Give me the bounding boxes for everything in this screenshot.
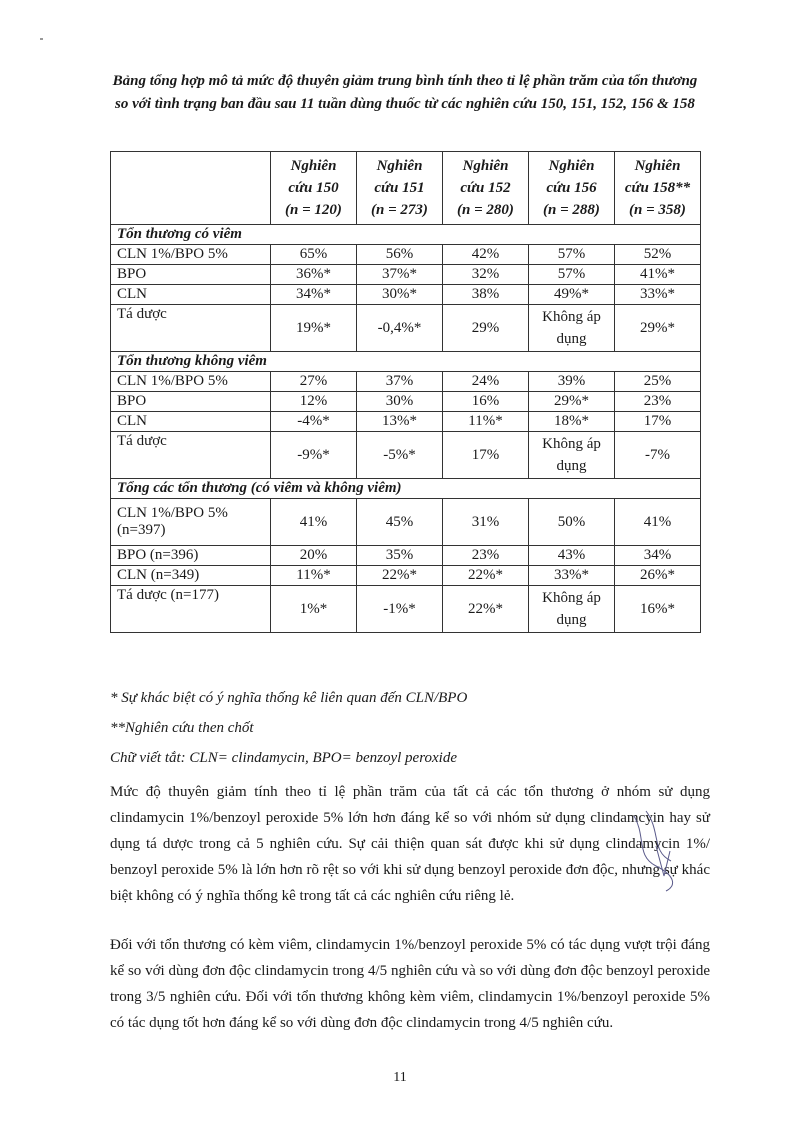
value-cell: 50%: [529, 499, 615, 546]
header-line: Nghiên: [462, 158, 509, 174]
section-title: Tổn thương có viêm: [111, 225, 701, 245]
row-label: [111, 372, 271, 392]
table-row: [111, 285, 701, 305]
value-cell: 52%: [615, 245, 701, 265]
value-cell: 29%: [443, 305, 529, 352]
value-cell: Không áp dụng: [529, 586, 615, 633]
note-abbreviations: Chữ viết tắt: CLN= clindamycin, BPO= benzoyl peroxide: [110, 750, 457, 766]
header-line: (n = 273): [371, 202, 428, 218]
value-cell: 57%: [529, 265, 615, 285]
value-cell: 23%: [615, 392, 701, 412]
table-row: [111, 566, 701, 586]
header-line: Nghiên: [376, 158, 423, 174]
value-cell: 41%: [271, 499, 357, 546]
value-cell: -9%*: [271, 432, 357, 479]
value-cell: 57%: [529, 245, 615, 265]
value-cell: 17%: [443, 432, 529, 479]
signature-mark: [626, 806, 686, 896]
header-row: [111, 152, 701, 225]
row-label-line: BPO (n=396): [117, 547, 199, 563]
header-line: cứu 156: [546, 180, 597, 196]
value-cell: 41%: [615, 499, 701, 546]
row-label-line: (n=397): [117, 522, 166, 538]
value-cell: 13%*: [357, 412, 443, 432]
table-caption: Bảng tổng hợp mô tả mức độ thuyên giảm trung bình tính theo tỉ lệ phần trăm của tổn thương so với tình trạng ban đầu sau 11 tuần dùng thuốc từ các nghiên cứu 150, 151, 152, 156 & 158: [112, 73, 698, 112]
row-label: [111, 245, 271, 265]
value-cell: 11%*: [271, 566, 357, 586]
value-cell: 23%: [443, 546, 529, 566]
header-line: Nghiên: [634, 158, 681, 174]
value-cell: 38%: [443, 285, 529, 305]
section-row: [111, 225, 701, 245]
value-cell: 16%*: [615, 586, 701, 633]
header-cell-study: [271, 152, 357, 225]
value-cell: 17%: [615, 412, 701, 432]
row-label-line: CLN 1%/BPO 5%: [117, 373, 228, 389]
table-row: [111, 586, 701, 633]
value-cell: 12%: [271, 392, 357, 412]
section-title: Tổn thương không viêm: [111, 352, 701, 372]
row-label-line: Tá dược: [117, 306, 167, 322]
value-cell: 27%: [271, 372, 357, 392]
value-cell: 65%: [271, 245, 357, 265]
value-cell: 1%*: [271, 586, 357, 633]
value-cell: Không áp dụng: [529, 432, 615, 479]
table-notes: [110, 688, 710, 778]
header-cell-study: [443, 152, 529, 225]
header-cell-study: [357, 152, 443, 225]
value-cell: 32%: [443, 265, 529, 285]
paragraph-inflammatory: Đối với tổn thương có kèm viêm, clindamycin 1%/benzoyl peroxide 5% có tác dụng vượt trội đáng kể so với dùng đơn độc clindamycin trong 4/5 nghiên cứu và so với dùng đơn độc benzoyl peroxide trong 3/5 nghiên cứu. Đối với tổn thương không kèm viêm, clindamycin 1%/benzoyl peroxide 5% có tác dụng tốt hơn đáng kể so với dùng đơn độc clindamycin trong 4/5 nghiên cứu.: [110, 937, 710, 1031]
value-cell: 18%*: [529, 412, 615, 432]
value-cell: 33%*: [615, 285, 701, 305]
row-label: [111, 499, 271, 546]
value-cell: 41%*: [615, 265, 701, 285]
note-pivotal: **Nghiên cứu then chốt: [110, 720, 254, 736]
scan-speck: [40, 38, 43, 40]
header-cell-study: [529, 152, 615, 225]
row-label-line: BPO: [117, 266, 147, 282]
table-row: [111, 265, 701, 285]
table-row: [111, 245, 701, 265]
row-label-line: CLN: [117, 286, 147, 302]
table-row: [111, 305, 701, 352]
row-label-line: Tá dược (n=177): [117, 587, 219, 603]
value-cell: 24%: [443, 372, 529, 392]
value-cell: 37%*: [357, 265, 443, 285]
value-cell: 26%*: [615, 566, 701, 586]
value-cell: 22%*: [443, 586, 529, 633]
paragraph-summary: Mức độ thuyên giảm tính theo tỉ lệ phần trăm của tất cả các tổn thương ở nhóm sử dụng clindamycin 1%/benzoyl peroxide 5% lớn hơn đáng kể so với nhóm sử dụng clindamcyin hay sử dụng tá dược trong cả 5 nghiên cứu. Sự cải thiện quan sát được khi sử dụng clindamycin 1%/ benzoyl peroxide 5% là lớn hơn rõ rệt so với khi sử dụng benzoyl peroxide đơn độc, nhưng sự khác biệt không có ý nghĩa thống kê trong tất cả các nghiên cứu riêng lẻ.: [110, 784, 710, 904]
header-line: (n = 280): [457, 202, 514, 218]
value-cell: 49%*: [529, 285, 615, 305]
header-line: (n = 120): [285, 202, 342, 218]
header-line: Nghiên: [290, 158, 337, 174]
value-cell: 34%: [615, 546, 701, 566]
table-row: [111, 372, 701, 392]
value-cell: 29%*: [615, 305, 701, 352]
value-cell: 42%: [443, 245, 529, 265]
value-cell: 37%: [357, 372, 443, 392]
row-label-line: CLN (n=349): [117, 567, 200, 583]
header-line: Nghiên: [548, 158, 595, 174]
value-cell: 31%: [443, 499, 529, 546]
header-cell-study: [615, 152, 701, 225]
row-label-line: CLN 1%/BPO 5%: [117, 246, 228, 262]
results-table: [110, 151, 701, 633]
value-cell: 29%*: [529, 392, 615, 412]
row-label-line: CLN: [117, 413, 147, 429]
header-line: cứu 158**: [624, 180, 691, 196]
row-label: [111, 586, 271, 633]
header-line: (n = 288): [543, 202, 600, 218]
value-cell: -4%*: [271, 412, 357, 432]
row-label-line: CLN 1%/BPO 5%: [117, 505, 228, 521]
value-cell: 30%: [357, 392, 443, 412]
table-row: [111, 392, 701, 412]
value-cell: 25%: [615, 372, 701, 392]
row-label-line: Tá dược: [117, 433, 167, 449]
value-cell: -0,4%*: [357, 305, 443, 352]
value-cell: 19%*: [271, 305, 357, 352]
value-cell: 39%: [529, 372, 615, 392]
value-cell: 22%*: [443, 566, 529, 586]
header-line: cứu 152: [460, 180, 511, 196]
table-row: [111, 546, 701, 566]
table-row: [111, 412, 701, 432]
value-cell: 43%: [529, 546, 615, 566]
value-cell: -5%*: [357, 432, 443, 479]
value-cell: 35%: [357, 546, 443, 566]
header-line: cứu 151: [374, 180, 425, 196]
section-title: Tổng các tổn thương (có viêm và không viêm): [111, 479, 701, 499]
section-row: [111, 479, 701, 499]
value-cell: 45%: [357, 499, 443, 546]
row-label: [111, 546, 271, 566]
section-row: [111, 352, 701, 372]
value-cell: 30%*: [357, 285, 443, 305]
header-cell-empty: [111, 152, 271, 225]
table-row: [111, 432, 701, 479]
row-label: [111, 285, 271, 305]
row-label-line: BPO: [117, 393, 147, 409]
value-cell: 34%*: [271, 285, 357, 305]
value-cell: 20%: [271, 546, 357, 566]
value-cell: 36%*: [271, 265, 357, 285]
value-cell: -1%*: [357, 586, 443, 633]
row-label: [111, 412, 271, 432]
value-cell: 33%*: [529, 566, 615, 586]
table-row: [111, 499, 701, 546]
header-line: cứu 150: [288, 180, 339, 196]
row-label: [111, 432, 271, 479]
row-label: [111, 392, 271, 412]
value-cell: -7%: [615, 432, 701, 479]
value-cell: 56%: [357, 245, 443, 265]
value-cell: 22%*: [357, 566, 443, 586]
value-cell: 16%: [443, 392, 529, 412]
table-body: [111, 225, 701, 633]
page-number: 11: [393, 1070, 407, 1085]
table-header: [111, 152, 701, 225]
value-cell: 11%*: [443, 412, 529, 432]
value-cell: Không áp dụng: [529, 305, 615, 352]
row-label: [111, 305, 271, 352]
note-significance: * Sự khác biệt có ý nghĩa thống kê liên quan đến CLN/BPO: [110, 690, 468, 706]
header-line: (n = 358): [629, 202, 686, 218]
row-label: [111, 265, 271, 285]
row-label: [111, 566, 271, 586]
